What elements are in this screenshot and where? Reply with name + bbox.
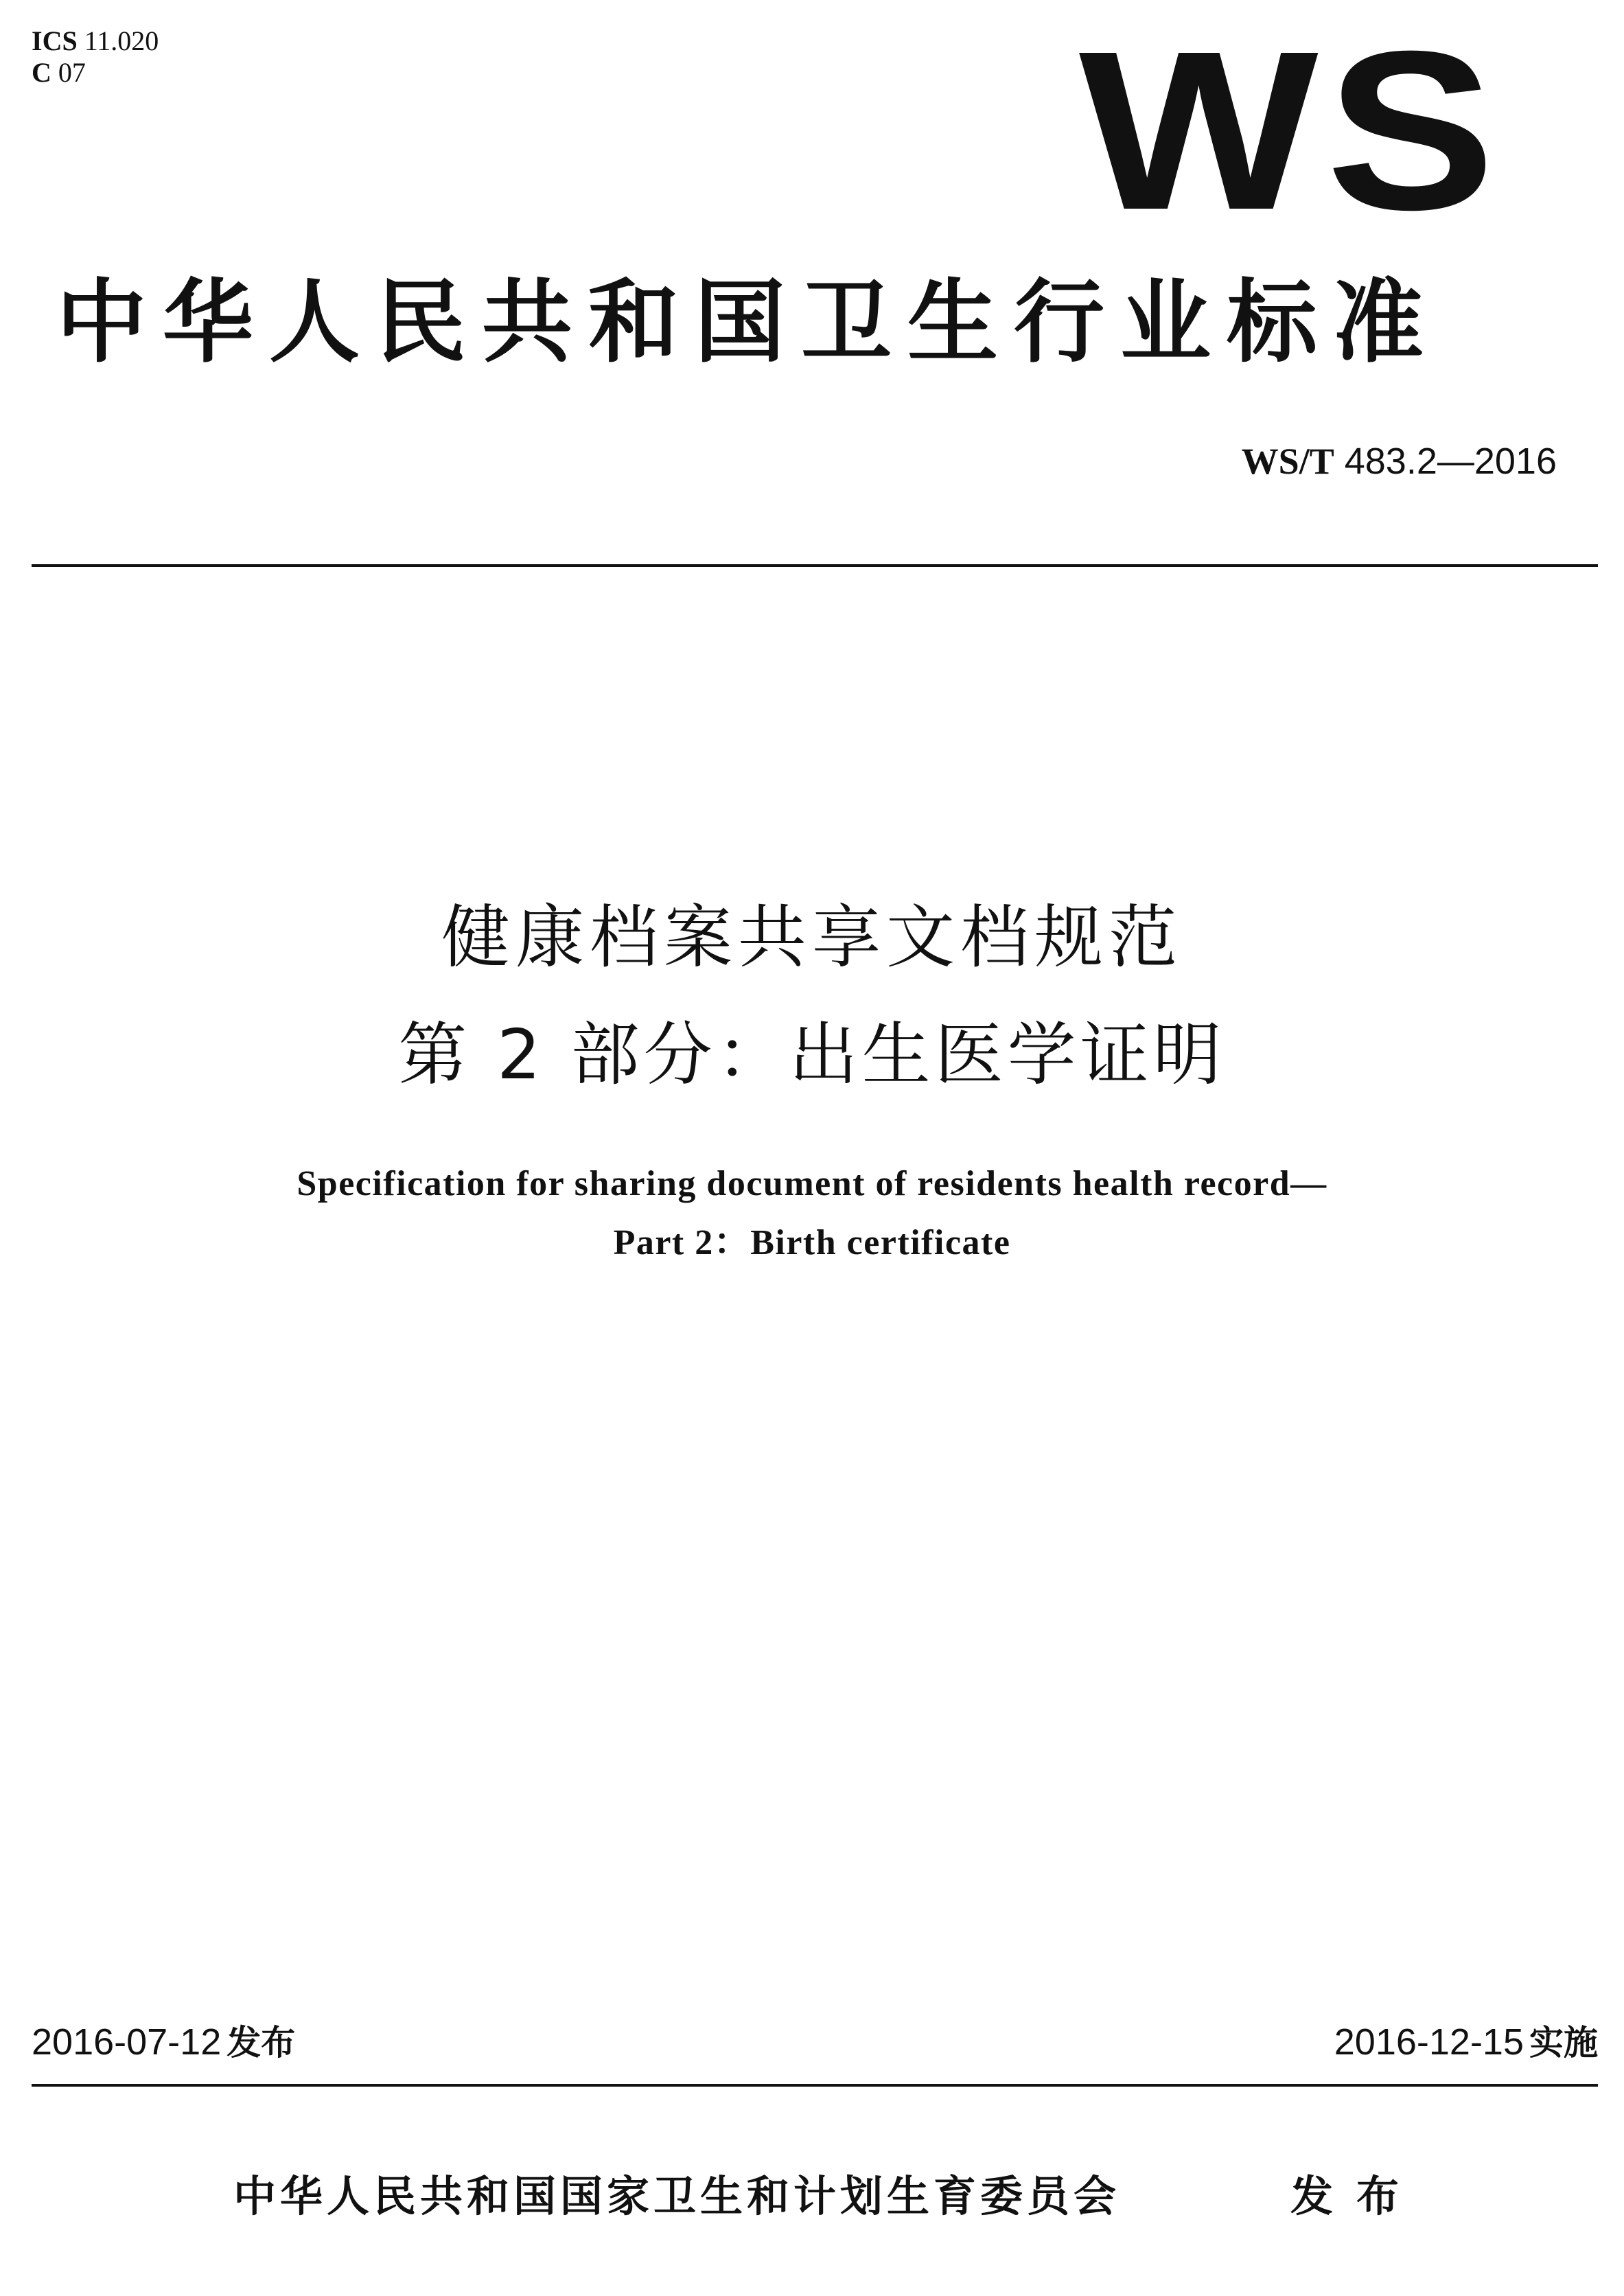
- ccs-label: C: [32, 57, 51, 88]
- ccs-classification: [32, 58, 86, 88]
- document-title-en-line1: Specification for sharing document of residents health record—: [297, 1164, 1327, 1203]
- issuing-action: 发布: [1290, 2171, 1423, 2221]
- issue-date-value: 2016-07-12: [32, 2021, 222, 2063]
- document-title-zh-line1: 健康档案共享文档规范: [441, 897, 1183, 977]
- document-title-en-line2: Part 2：Birth certificate: [613, 1223, 1011, 1262]
- standard-number: [1242, 439, 1557, 483]
- top-divider: [32, 564, 1598, 567]
- implementation-date-label: 实施: [1529, 2023, 1598, 2063]
- implementation-date-value: 2016-12-15: [1334, 2021, 1524, 2063]
- ics-label: ICS: [32, 25, 78, 56]
- ics-classification: [32, 26, 159, 56]
- standard-number-value: 483.2—2016: [1344, 441, 1557, 482]
- standard-number-prefix: WS/T: [1241, 441, 1334, 482]
- issue-date: [32, 2018, 295, 2067]
- standard-category-title: 中华人民共和国卫生行业标准: [56, 270, 1439, 375]
- implementation-date: [1334, 2018, 1598, 2067]
- issue-date-label: 发布: [227, 2023, 296, 2063]
- ccs-value: 07: [58, 57, 86, 88]
- ics-value: 11.020: [84, 25, 159, 56]
- document-title-zh-line2: 第 2 部分：出生医学证明: [398, 1014, 1226, 1095]
- ws-logo: WS: [1079, 3, 1503, 257]
- issuing-authority: 中华人民共和国国家卫生和计划生育委员会: [233, 2171, 1121, 2221]
- bottom-divider: [32, 2084, 1598, 2087]
